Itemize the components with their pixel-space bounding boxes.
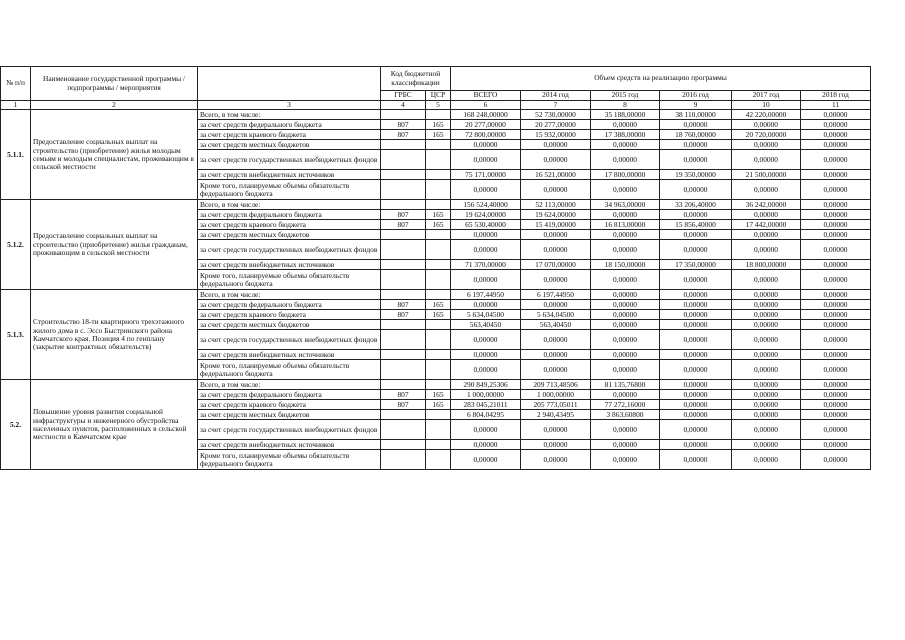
year-value: 0,00000 [801,120,871,130]
grbs-code: 807 [381,220,426,230]
funding-source-label: за счет средств государственных внебюджетных фондов [198,150,381,170]
year-value: 0,00000 [521,140,591,150]
column-number: 10 [732,101,801,110]
grbs-code [381,320,426,330]
total-value: 6 804,04295 [451,410,521,420]
year-value: 5 634,04500 [521,310,591,320]
header-year: 2016 год [660,91,732,101]
year-value: 0,00000 [732,140,801,150]
grbs-code [381,260,426,270]
year-value: 17 800,00000 [591,170,660,180]
csr-code [426,450,451,470]
year-value: 0,00000 [591,440,660,450]
grbs-code [381,170,426,180]
year-value: 0,00000 [591,330,660,350]
year-value: 0,00000 [732,410,801,420]
column-number: 5 [426,101,451,110]
grbs-code: 807 [381,300,426,310]
funding-source-label: за счет средств краевого бюджета [198,220,381,230]
year-value: 0,00000 [521,150,591,170]
year-value: 0,00000 [732,240,801,260]
total-value: 0,00000 [451,150,521,170]
total-value: 19 624,00000 [451,210,521,220]
total-value: 6 197,44950 [451,290,521,300]
year-value: 1 000,00000 [521,390,591,400]
year-value: 0,00000 [591,290,660,300]
year-value: 0,00000 [801,180,871,200]
year-value: 52 113,00000 [521,200,591,210]
year-value: 0,00000 [660,440,732,450]
budget-table [0,66,871,470]
total-value: 563,40450 [451,320,521,330]
year-value: 0,00000 [801,220,871,230]
grbs-code [381,270,426,290]
year-value: 0,00000 [732,350,801,360]
year-value: 0,00000 [732,270,801,290]
year-value: 0,00000 [660,210,732,220]
section-name: Повышение уровня развития социальной инфраструктуры и инженерного обустройства населенных пунктов, расположенных в сельской местности в Камчатском крае [31,380,198,470]
year-value: 77 272,16000 [591,400,660,410]
funding-source-label: Всего, в том числе: [198,290,381,300]
total-value: 0,00000 [451,450,521,470]
csr-code: 165 [426,120,451,130]
year-value: 0,00000 [732,360,801,380]
year-value: 0,00000 [660,320,732,330]
year-value: 34 963,00000 [591,200,660,210]
year-value: 0,00000 [660,420,732,440]
year-value: 6 197,44950 [521,290,591,300]
year-value: 0,00000 [732,150,801,170]
year-value: 0,00000 [591,450,660,470]
year-value: 0,00000 [801,320,871,330]
year-value: 0,00000 [801,260,871,270]
funding-source-label: Всего, в том числе: [198,200,381,210]
year-value: 0,00000 [521,240,591,260]
year-value: 0,00000 [591,150,660,170]
header-label-empty [198,67,381,101]
funding-source-label: за счет средств государственных внебюджетных фондов [198,420,381,440]
year-value: 0,00000 [660,450,732,470]
year-value: 21 500,00000 [732,170,801,180]
year-value: 0,00000 [732,420,801,440]
year-value: 0,00000 [660,290,732,300]
grbs-code [381,230,426,240]
column-number: 9 [660,101,732,110]
total-value: 5 634,04500 [451,310,521,320]
year-value: 0,00000 [591,420,660,440]
csr-code: 165 [426,220,451,230]
funding-source-label: за счет средств внебюджетных источников [198,170,381,180]
header-year: 2017 год [732,91,801,101]
year-value: 0,00000 [801,170,871,180]
total-value: 283 045,21011 [451,400,521,410]
funding-source-label: за счет средств краевого бюджета [198,310,381,320]
grbs-code [381,330,426,350]
total-value: 0,00000 [451,230,521,240]
column-number: 11 [801,101,871,110]
year-value: 20 277,00000 [521,120,591,130]
total-value: 71 370,00000 [451,260,521,270]
year-value: 0,00000 [732,380,801,390]
csr-code: 165 [426,300,451,310]
grbs-code [381,200,426,210]
column-number-row [1,101,871,110]
column-number: 8 [591,101,660,110]
year-value: 16 813,00000 [591,220,660,230]
year-value: 20 720,00000 [732,130,801,140]
year-value: 0,00000 [732,400,801,410]
year-value: 38 110,00000 [660,110,732,120]
year-value: 17 070,00000 [521,260,591,270]
year-value: 18 150,00000 [591,260,660,270]
year-value: 17 388,00000 [591,130,660,140]
year-value: 18 760,00000 [660,130,732,140]
header-volume: Объем средств на реализацию программы [451,67,871,91]
csr-code [426,170,451,180]
section-index: 5.1.3. [1,290,31,380]
funding-source-label: Кроме того, планируемые объемы обязательств федерального бюджета [198,270,381,290]
csr-code: 165 [426,130,451,140]
csr-code [426,240,451,260]
year-value: 0,00000 [660,360,732,380]
total-value: 0,00000 [451,420,521,440]
header-grbs: ГРБС [381,91,426,101]
grbs-code: 807 [381,120,426,130]
grbs-code: 807 [381,130,426,140]
total-value: 0,00000 [451,300,521,310]
funding-source-label: за счет средств федерального бюджета [198,300,381,310]
year-value: 81 135,76800 [591,380,660,390]
section-name: Строительство 18-ти квартирного трехэтажного жилого дома в с. Эссо Быстринского района Камчатского края. Позиция 4 по генплану (закрытие контрактных обязательств) [31,290,198,380]
year-value: 2 940,43495 [521,410,591,420]
year-value: 205 773,05011 [521,400,591,410]
total-value: 0,00000 [451,330,521,350]
header-year: 2018 год [801,91,871,101]
year-value: 0,00000 [591,210,660,220]
csr-code [426,440,451,450]
year-value: 0,00000 [801,390,871,400]
year-value: 0,00000 [801,420,871,440]
year-value: 0,00000 [591,320,660,330]
total-value: 1 000,00000 [451,390,521,400]
year-value: 0,00000 [521,350,591,360]
header-num: № п/п [1,67,31,101]
year-value: 0,00000 [591,270,660,290]
year-value: 0,00000 [591,180,660,200]
year-value: 15 932,00000 [521,130,591,140]
total-value: 75 171,00000 [451,170,521,180]
year-value: 0,00000 [660,140,732,150]
total-value: 0,00000 [451,360,521,380]
year-value: 0,00000 [801,110,871,120]
grbs-code [381,150,426,170]
grbs-code [381,380,426,390]
funding-source-label: за счет средств внебюджетных источников [198,260,381,270]
year-value: 0,00000 [801,410,871,420]
year-value: 0,00000 [591,390,660,400]
table-header [1,67,871,110]
column-number: 7 [521,101,591,110]
year-value: 19 624,00000 [521,210,591,220]
year-value: 0,00000 [660,230,732,240]
csr-code [426,230,451,240]
column-number: 2 [31,101,198,110]
year-value: 19 350,00000 [660,170,732,180]
year-value: 0,00000 [591,120,660,130]
section-index: 5.1.1. [1,110,31,200]
year-value: 0,00000 [591,360,660,380]
year-value: 0,00000 [660,180,732,200]
csr-code [426,350,451,360]
year-value: 0,00000 [732,330,801,350]
funding-source-label: Кроме того, планируемые объемы обязательств федерального бюджета [198,450,381,470]
grbs-code [381,440,426,450]
csr-code [426,140,451,150]
funding-source-label: за счет средств федерального бюджета [198,210,381,220]
year-value: 0,00000 [801,290,871,300]
year-value: 0,00000 [660,410,732,420]
year-value: 0,00000 [801,140,871,150]
year-value: 0,00000 [660,300,732,310]
year-value: 0,00000 [801,450,871,470]
year-value: 18 800,00000 [732,260,801,270]
grbs-code: 807 [381,400,426,410]
total-value: 0,00000 [451,350,521,360]
year-value: 0,00000 [660,240,732,260]
csr-code: 165 [426,210,451,220]
funding-source-label: за счет средств внебюджетных источников [198,440,381,450]
funding-source-label: за счет средств местных бюджетов [198,140,381,150]
year-value: 0,00000 [732,120,801,130]
header-csr: ЦСР [426,91,451,101]
year-value: 15 419,00000 [521,220,591,230]
grbs-code [381,410,426,420]
year-value: 0,00000 [521,180,591,200]
year-value: 0,00000 [732,440,801,450]
header-name: Наименование государственной программы / подпрограммы / мероприятия [31,67,198,101]
year-value: 0,00000 [801,270,871,290]
year-value: 0,00000 [801,150,871,170]
year-value: 0,00000 [801,300,871,310]
column-number: 6 [451,101,521,110]
grbs-code [381,110,426,120]
total-value: 65 530,40000 [451,220,521,230]
funding-source-label: за счет средств государственных внебюджетных фондов [198,240,381,260]
table-body [1,110,871,470]
header-total: ВСЕГО [451,91,521,101]
year-value: 36 242,00000 [732,200,801,210]
year-value: 0,00000 [660,270,732,290]
total-value: 156 524,40000 [451,200,521,210]
funding-source-label: за счет средств внебюджетных источников [198,350,381,360]
column-number: 4 [381,101,426,110]
grbs-code [381,360,426,380]
year-value: 0,00000 [591,240,660,260]
grbs-code [381,180,426,200]
year-value: 0,00000 [591,230,660,240]
csr-code [426,330,451,350]
grbs-code: 807 [381,210,426,220]
year-value: 563,40450 [521,320,591,330]
year-value: 0,00000 [521,300,591,310]
csr-code [426,180,451,200]
year-value: 0,00000 [732,320,801,330]
year-value: 0,00000 [801,330,871,350]
total-value: 168 248,00000 [451,110,521,120]
funding-source-label: Всего, в том числе: [198,110,381,120]
year-value: 0,00000 [660,390,732,400]
csr-code [426,110,451,120]
year-value: 0,00000 [801,200,871,210]
funding-source-label: за счет средств краевого бюджета [198,130,381,140]
funding-source-label: за счет средств государственных внебюджетных фондов [198,330,381,350]
csr-code [426,270,451,290]
year-value: 17 442,00000 [732,220,801,230]
year-value: 0,00000 [591,310,660,320]
grbs-code: 807 [381,310,426,320]
section-index: 5.1.2. [1,200,31,290]
year-value: 3 863,60800 [591,410,660,420]
year-value: 0,00000 [801,350,871,360]
total-value: 0,00000 [451,180,521,200]
year-value: 0,00000 [660,150,732,170]
header-year: 2015 год [591,91,660,101]
year-value: 0,00000 [591,300,660,310]
year-value: 0,00000 [732,390,801,400]
column-number: 3 [198,101,381,110]
year-value: 42 220,00000 [732,110,801,120]
year-value: 0,00000 [660,380,732,390]
year-value: 0,00000 [732,210,801,220]
csr-code [426,410,451,420]
csr-code [426,420,451,440]
funding-source-label: за счет средств федерального бюджета [198,390,381,400]
funding-source-label: Кроме того, планируемые объемы обязательств федерального бюджета [198,360,381,380]
year-value: 0,00000 [521,440,591,450]
year-value: 0,00000 [521,360,591,380]
grbs-code [381,450,426,470]
year-value: 0,00000 [732,300,801,310]
document-page [0,66,871,470]
total-value: 72 800,00000 [451,130,521,140]
year-value: 0,00000 [801,130,871,140]
year-value: 0,00000 [521,420,591,440]
funding-source-label: за счет средств федерального бюджета [198,120,381,130]
funding-source-label: за счет средств местных бюджетов [198,410,381,420]
year-value: 16 521,00000 [521,170,591,180]
csr-code [426,360,451,380]
year-value: 0,00000 [801,310,871,320]
total-value: 0,00000 [451,270,521,290]
year-value: 0,00000 [732,310,801,320]
csr-code: 165 [426,310,451,320]
table-row [1,290,871,300]
year-value: 0,00000 [591,140,660,150]
year-value: 0,00000 [521,450,591,470]
year-value: 0,00000 [660,120,732,130]
year-value: 0,00000 [521,270,591,290]
year-value: 0,00000 [660,350,732,360]
csr-code [426,380,451,390]
year-value: 0,00000 [801,400,871,410]
section-name: Предоставление социальных выплат на строительство (приобретение) жилья гражданам, проживающим в сельской местности [31,200,198,290]
grbs-code [381,420,426,440]
section-index: 5.2. [1,380,31,470]
funding-source-label: за счет средств местных бюджетов [198,230,381,240]
funding-source-label: Всего, в том числе: [198,380,381,390]
grbs-code [381,140,426,150]
year-value: 0,00000 [732,290,801,300]
funding-source-label: за счет средств краевого бюджета [198,400,381,410]
year-value: 0,00000 [801,380,871,390]
year-value: 0,00000 [801,440,871,450]
csr-code: 165 [426,400,451,410]
year-value: 209 713,48506 [521,380,591,390]
year-value: 15 856,40000 [660,220,732,230]
csr-code [426,320,451,330]
year-value: 0,00000 [732,230,801,240]
csr-code [426,260,451,270]
year-value: 0,00000 [801,210,871,220]
year-value: 17 350,00000 [660,260,732,270]
funding-source-label: Кроме того, планируемые объемы обязательств федерального бюджета [198,180,381,200]
table-row [1,380,871,390]
year-value: 0,00000 [801,240,871,260]
year-value: 52 730,00000 [521,110,591,120]
year-value: 0,00000 [801,360,871,380]
csr-code: 165 [426,390,451,400]
column-number: 1 [1,101,31,110]
grbs-code [381,240,426,260]
year-value: 33 206,40000 [660,200,732,210]
section-name: Предоставление социальных выплат на строительство (приобретение) жилья молодым семьям и молодым специалистам, проживающим в сельской местности [31,110,198,200]
total-value: 290 849,25306 [451,380,521,390]
year-value: 0,00000 [801,230,871,240]
total-value: 0,00000 [451,440,521,450]
year-value: 0,00000 [521,230,591,240]
year-value: 0,00000 [660,310,732,320]
total-value: 0,00000 [451,240,521,260]
grbs-code: 807 [381,390,426,400]
funding-source-label: за счет средств местных бюджетов [198,320,381,330]
year-value: 0,00000 [660,400,732,410]
csr-code [426,150,451,170]
grbs-code [381,350,426,360]
table-row [1,200,871,210]
year-value: 0,00000 [732,180,801,200]
year-value: 0,00000 [591,350,660,360]
header-year: 2014 год [521,91,591,101]
year-value: 35 188,00000 [591,110,660,120]
total-value: 0,00000 [451,140,521,150]
grbs-code [381,290,426,300]
year-value: 0,00000 [660,330,732,350]
csr-code [426,290,451,300]
table-row [1,110,871,120]
total-value: 20 277,00000 [451,120,521,130]
year-value: 0,00000 [521,330,591,350]
year-value: 0,00000 [732,450,801,470]
header-code: Код бюджетной классификации [381,67,451,91]
csr-code [426,200,451,210]
